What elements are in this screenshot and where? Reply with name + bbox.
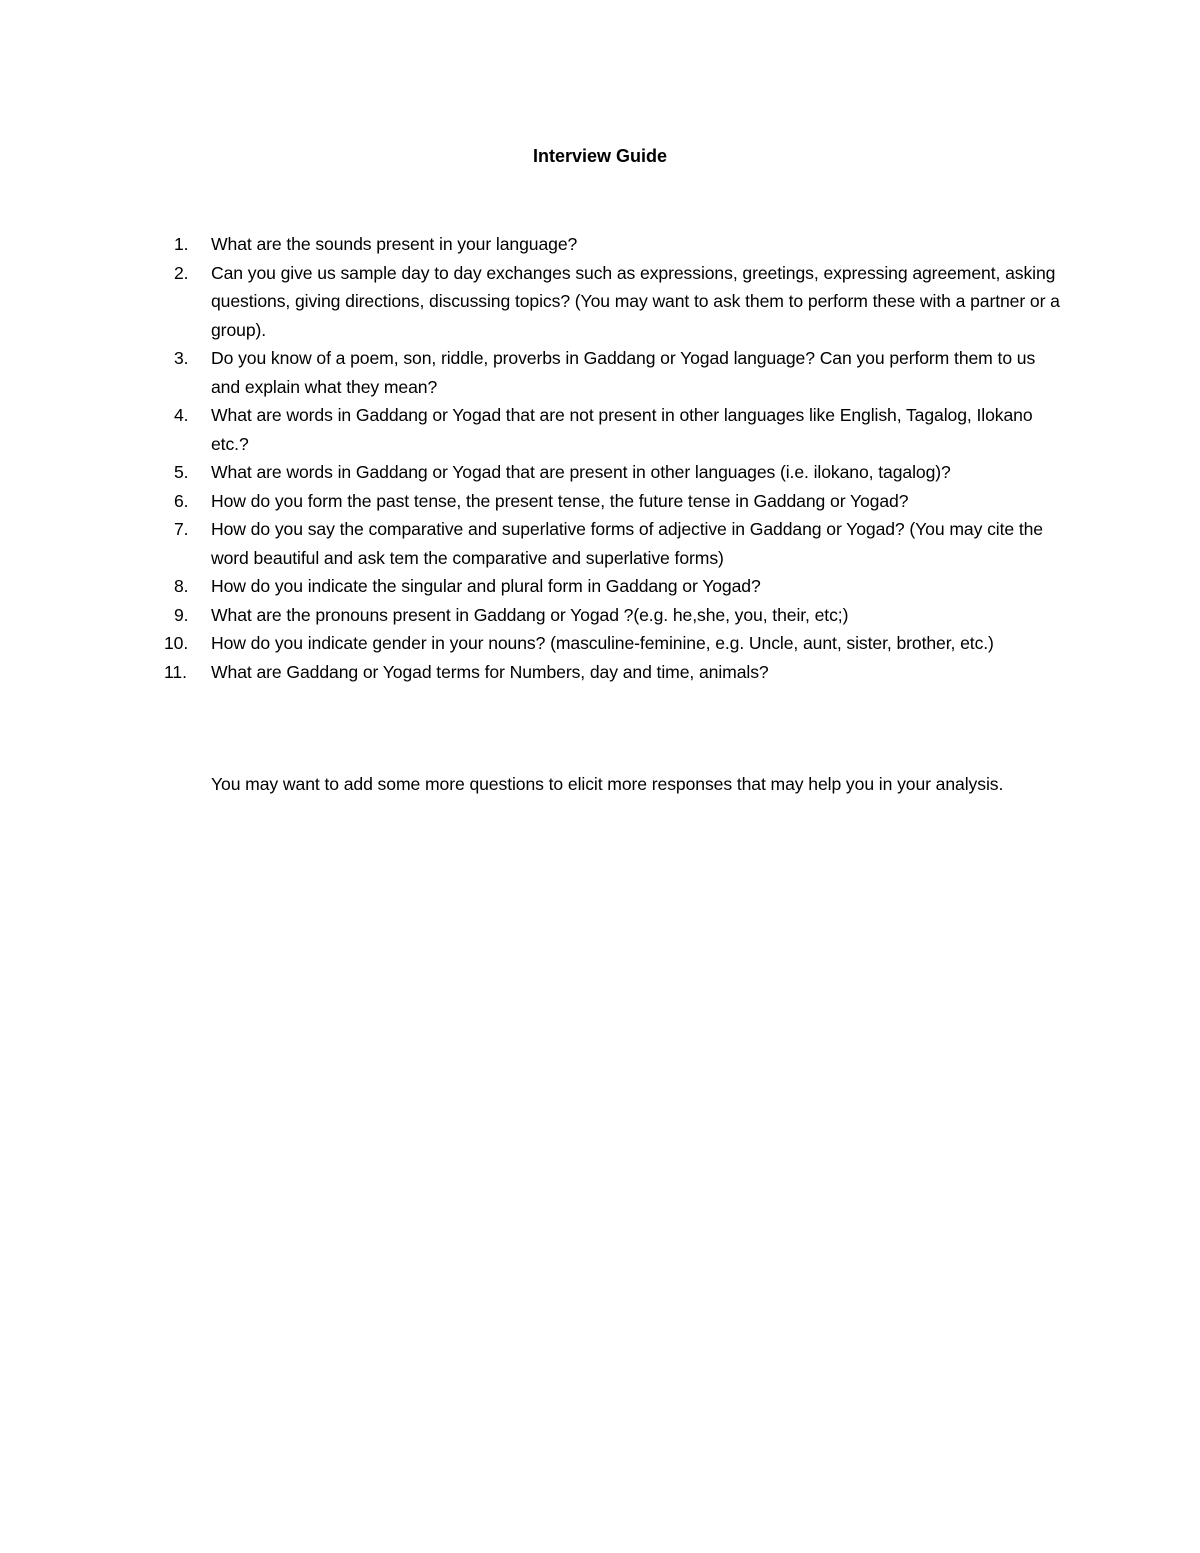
question-number: 6. bbox=[174, 490, 189, 511]
question-number: 7. bbox=[174, 519, 189, 539]
question-item bbox=[164, 601, 1064, 630]
question-item bbox=[164, 515, 1064, 572]
question-item bbox=[164, 344, 1064, 401]
question-text: Do you know of a poem, son, riddle, proverbs in Gaddang or Yogad language? Can you perform them to us and explain what they mean? bbox=[211, 348, 1036, 397]
question-list bbox=[164, 230, 1064, 686]
question-text: What are Gaddang or Yogad terms for Numbers, day and time, animals? bbox=[211, 661, 769, 682]
question-number: 11. bbox=[164, 661, 187, 682]
question-text: How do you indicate the singular and plural form in Gaddang or Yogad? bbox=[211, 576, 761, 596]
question-number: 5. bbox=[174, 462, 189, 482]
question-item bbox=[164, 401, 1064, 458]
question-item bbox=[164, 658, 1064, 687]
question-number: 3. bbox=[174, 348, 189, 368]
question-number: 4. bbox=[174, 405, 189, 425]
question-text: What are the sounds present in your language? bbox=[211, 234, 578, 254]
question-item bbox=[164, 259, 1064, 345]
question-text: How do you say the comparative and superlative forms of adjective in Gaddang or Yogad? (You may cite the word beautiful and ask tem the comparative and superlative forms) bbox=[211, 519, 1043, 568]
question-item bbox=[164, 230, 1064, 259]
document-title: Interview Guide bbox=[532, 146, 668, 166]
question-number: 8. bbox=[174, 576, 189, 596]
question-text: How do you form the past tense, the present tense, the future tense in Gaddang or Yogad? bbox=[211, 490, 909, 511]
question-number: 2. bbox=[174, 262, 189, 283]
question-text: What are words in Gaddang or Yogad that are present in other languages (i.e. ilokano, tagalog)? bbox=[211, 462, 951, 482]
question-number: 10. bbox=[164, 633, 189, 653]
question-item bbox=[164, 458, 1064, 487]
question-number: 1. bbox=[174, 234, 189, 254]
question-item bbox=[164, 629, 1064, 658]
question-item bbox=[164, 487, 1064, 516]
question-item bbox=[164, 572, 1064, 601]
question-text: How do you indicate gender in your nouns? (masculine-feminine, e.g. Uncle, aunt, sister, brother, etc.) bbox=[211, 633, 994, 653]
question-text: What are the pronouns present in Gaddang or Yogad ?(e.g. he,she, you, their, etc;) bbox=[211, 604, 849, 625]
question-text: What are words in Gaddang or Yogad that are not present in other languages like English, Tagalog, Ilokano etc.? bbox=[211, 405, 1033, 454]
question-text: Can you give us sample day to day exchanges such as expressions, greetings, expressing agreement, asking questions, giving directions, discussing topics? (You may want to ask them to perform these with a partner or a group). bbox=[211, 262, 1060, 340]
closing-note: You may want to add some more questions to elicit more responses that may help you in your analysis. bbox=[211, 774, 1004, 794]
question-number: 9. bbox=[174, 604, 189, 625]
